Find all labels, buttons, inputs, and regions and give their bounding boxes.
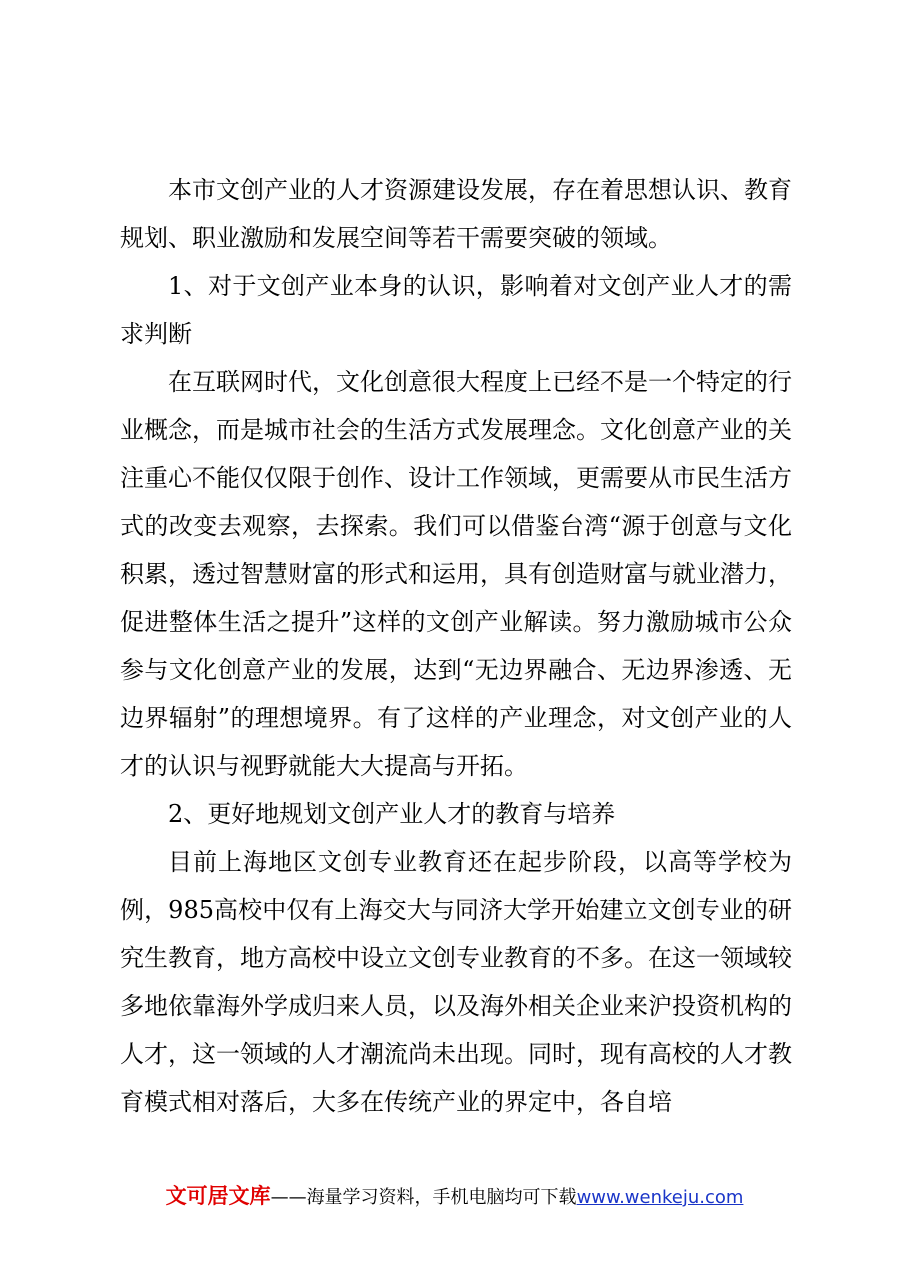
footer-slogan: ——海量学习资料，手机电脑均可下载 — [270, 1187, 577, 1208]
paragraph-section-1-body: 在互联网时代，文化创意很大程度上已经不是一个特定的行业概念，而是城市社会的生活方式发展理念。文化创意产业的关注重心不能仅仅限于创作、设计工作领域，更需要从市民生活方式的改变去观察，去探索。我们可以借鉴台湾“源于创意与文化积累，透过智慧财富的形式和运用，具有创造财富与就业潜力，促进整体生活之提升”这样的文创产业解读。努力激励城市公众参与文化创意产业的发展，达到“无边界融合、无边界渗透、无边界辐射”的理想境界。有了这样的产业理念，对文创产业的人才的认识与视野就能大大提高与开拓。 — [120, 368, 792, 780]
heading-section-1: 1、对于文创产业本身的认识，影响着对文创产业人才的需求判断 — [120, 272, 792, 348]
footer-brand-logo: 文可居文库 — [165, 1184, 271, 1208]
footer-website-link[interactable]: www.wenkeju.com — [576, 1187, 744, 1208]
document-body — [120, 166, 792, 1126]
paragraph-intro: 本市文创产业的人才资源建设发展，存在着思想认识、教育规划、职业激励和发展空间等若干需要突破的领域。 — [120, 176, 792, 252]
page-footer — [0, 1180, 909, 1210]
paragraph-section-2-body: 目前上海地区文创专业教育还在起步阶段，以高等学校为例，985高校中仅有上海交大与同济大学开始建立文创专业的研究生教育，地方高校中设立文创专业教育的不多。在这一领域较多地依靠海外学成归来人员，以及海外相关企业来沪投资机构的人才，这一领域的人才潮流尚未出现。同时，现有高校的人才教育模式相对落后，大多在传统产业的界定中，各自培 — [120, 848, 792, 1116]
heading-section-2: 2、更好地规划文创产业人才的教育与培养 — [168, 800, 616, 828]
